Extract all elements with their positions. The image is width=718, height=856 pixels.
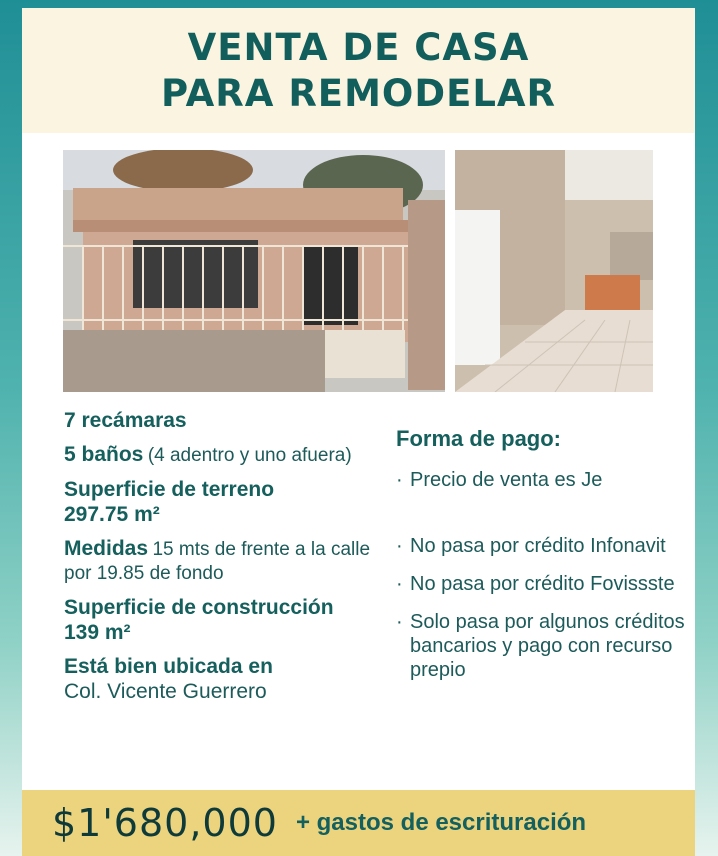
land-area-label: Superficie de terreno xyxy=(64,478,275,501)
title-banner xyxy=(22,8,695,133)
land-area xyxy=(64,477,394,527)
features-list xyxy=(64,408,394,704)
land-area-value: 297.75 m² xyxy=(64,503,160,526)
bullet-icon: · xyxy=(396,573,403,595)
bullet-icon: · xyxy=(396,469,403,491)
title-line-1: VENTA DE CASA xyxy=(187,25,530,69)
payment-section xyxy=(396,426,686,682)
measures xyxy=(64,536,394,586)
payment-item-text: Precio de venta es Je xyxy=(410,469,603,491)
payment-item-text: No pasa por crédito Fovissste xyxy=(410,573,675,595)
bedrooms: 7 recámaras xyxy=(64,409,187,432)
payment-item-text: No pasa por crédito Infonavit xyxy=(410,535,666,557)
payment-item xyxy=(396,572,686,596)
house-interior-photo xyxy=(455,150,653,392)
house-exterior-photo xyxy=(63,150,445,392)
price-bar xyxy=(22,790,695,856)
payment-item xyxy=(396,534,686,558)
baths-detail: (4 adentro y uno afuera) xyxy=(147,445,352,466)
listing-card xyxy=(22,8,695,856)
location-value: Col. Vicente Guerrero xyxy=(64,680,267,703)
payment-item xyxy=(396,468,686,492)
bullet-icon: · xyxy=(396,611,403,633)
location-label: Está bien ubicada en xyxy=(64,655,273,678)
title-line-2: PARA REMODELAR xyxy=(160,71,557,115)
payment-item xyxy=(396,610,686,682)
payment-title: Forma de pago: xyxy=(396,426,562,451)
measures-detail: 15 mts de frente a la calle por 19.85 de fondo xyxy=(64,539,371,584)
baths xyxy=(64,442,394,468)
price-amount: $1'680,000 xyxy=(52,801,278,845)
location xyxy=(64,654,394,704)
bullet-icon: · xyxy=(396,535,403,557)
price-extra: + gastos de escrituración xyxy=(295,809,587,836)
measures-label: Medidas xyxy=(64,537,149,560)
payment-item-text: Solo pasa por algunos créditos bancarios y pago con recurso prepio xyxy=(410,611,685,681)
baths-count: 5 baños xyxy=(64,443,144,466)
construction-area: Superficie de construcción 139 m² xyxy=(64,596,334,644)
